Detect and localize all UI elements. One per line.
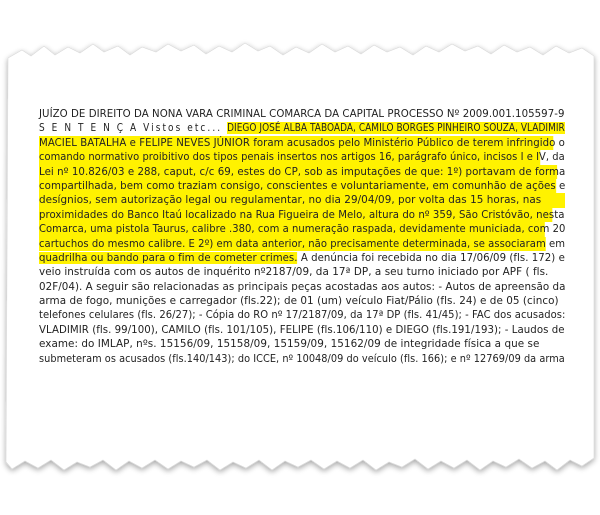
doc-line-18: submeteram os acusados (fls.140/143); do ICCE, nº 10048/09 do veículo (fls. 166); e nº 12769/09 da arma [39,352,565,365]
doc-line-13: 02F/04). A seguir são relacionadas as principais peças acostadas aos autos: - Autos de apreensão da [39,280,566,293]
doc-line-12: veio instruída com os autos de inquérito nº2187/09, da 17ª DP, a seu turno iniciado por APF ( fls. [39,266,549,279]
doc-line-8: proximidades do Banco Itaú localizado na Rua Figueira de Melo, altura do nº 359, São Cristóvão, nesta [39,208,565,221]
doc-line-11-highlight: quadrilha ou bando para o fim de cometer crimes. [39,251,298,264]
sentence-document-text [39,107,565,366]
doc-line-11 [39,251,565,265]
doc-line-5: Lei nº 10.826/03 e 288, caput, c/c 69, estes do CP, sob as imputações de que: 1º) portavam de forma [39,165,566,178]
doc-line-16: VLADIMIR (fls. 99/100), CAMILO (fls. 101/105), FELIPE (fls.106/110) e DIEGO (fls.191/193); - Laudos de [39,323,565,336]
doc-line-14: arma de fogo, munições e carregador (fls.22); de 01 (um) veículo Fiat/Pálio (fls. 24) e de 05 (cinco) [39,295,559,308]
doc-line-2-highlight: DIEGO JOSÉ ALBA TABOADA, CAMILO BORGES PINHEIRO SOUZA, VLADIMIR [227,122,565,135]
doc-line-3: MACIEL BATALHA e FELIPE NEVES JÚNIOR foram acusados pelo Ministério Público de terem infringido o [39,136,565,149]
doc-line-11-rest: A denúncia foi recebida no dia 17/06/09 (fls. 172) e [297,251,565,264]
doc-line-2 [39,121,565,135]
doc-line-15: telefones celulares (fls. 26/27); - Cópia do RO nº 17/2187/09, da 17ª DP (fls. 41/45); - FAC dos acusados: [39,309,566,322]
doc-line-6: compartilhada, bem como traziam consigo, conscientes e voluntariamente, em comunhão de ações e [39,179,566,192]
doc-line-9: Comarca, uma pistola Taurus, calibre .380, com a numeração raspada, devidamente municiada, com 20 [39,223,566,236]
doc-line-1: JUÍZO DE DIREITO DA NONA VARA CRIMINAL COMARCA DA CAPITAL PROCESSO Nº 2009.001.105597-9 [39,108,565,120]
doc-line-17: exame: do IMLAP, nºs. 15156/09, 15158/09, 15159/09, 15162/09 de integridade física a que se [39,338,540,351]
doc-line-2-prefix: S E N T E N Ç A Vistos etc... [39,122,228,135]
doc-line-4: comando normativo proibitivo dos tipos penais insertos nos artigos 16, parágrafo único, incisos I e IV, da [39,151,565,164]
doc-line-7: desígnios, sem autorização legal ou regulamentar, no dia 29/04/09, por volta das 15 horas, nas [39,193,565,207]
doc-line-10: cartuchos do mesmo calibre. E 2º) em data anterior, não precisamente determinada, se associaram em [39,237,566,250]
